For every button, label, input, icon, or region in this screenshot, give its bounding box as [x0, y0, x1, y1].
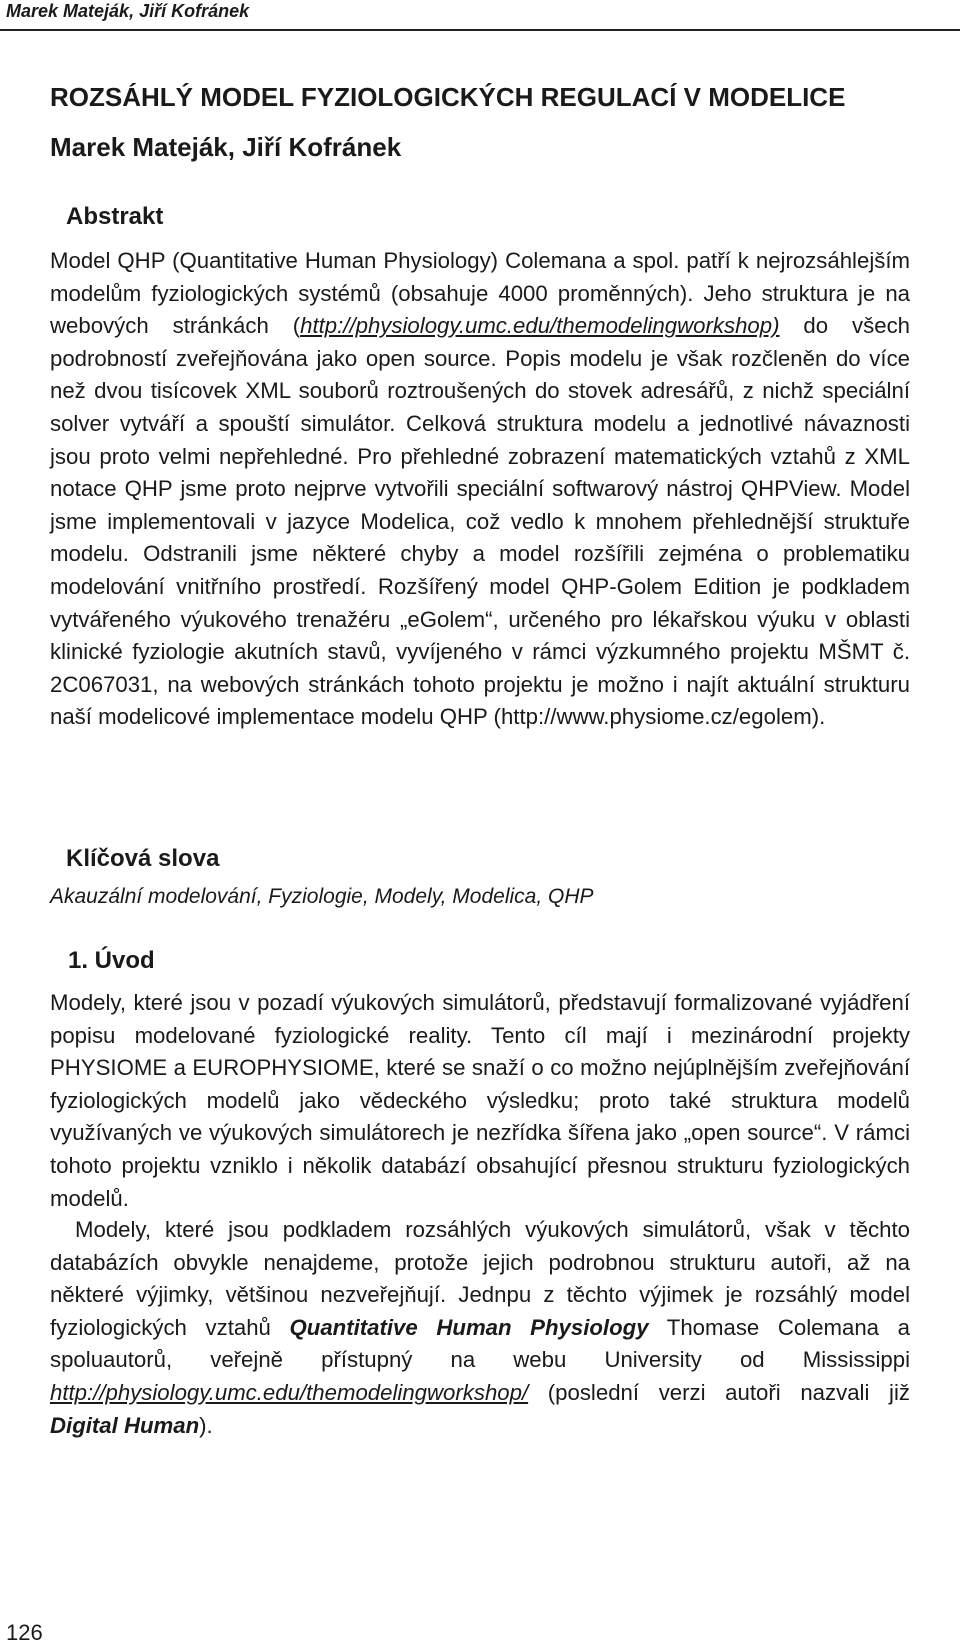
keywords-text: Akauzální modelování, Fyziologie, Modely, Modelica, QHP [50, 885, 594, 908]
keywords-heading: Klíčová slova [66, 845, 220, 872]
intro-p2-part2: Thomase Colemana a spoluautorů, veřejně přístupný na webu University od Mississippi [50, 1314, 910, 1373]
intro-p2-part4: ). [199, 1412, 213, 1438]
introduction-paragraph-1: Modely, které jsou v pozadí výukových simulátorů, představují formalizované vyjádření popisu modelované fyziologické reality. Tento cíl mají i mezinárodní projekty PHYSIOME a EUROPHYSIOME, které se snaží o co možno nejúplnějším zveřejňování fyziologických modelů jako vědeckého výsledku; proto také struktura modelů využívaných ve výukových simulátorech je nezřídka šířena jako „open source“. V rámci tohoto projektu vzniklo i několik databází obsahující přesnou strukturu fyziologických modelů. [50, 990, 910, 1211]
header-rule [0, 29, 960, 31]
intro-p2-part3: (poslední verzi autoři nazvali již [528, 1379, 910, 1405]
abstract-text-part2: do všech podrobností zveřejňována jako open source. Popis modelu je však rozčleněn do více než dvou tisícovek XML souborů roztroušených do stovek adresářů, z nichž speciální solver vytváří a spouští simulátor. Celková struktura modelu a jednotlivé návaznosti jsou proto velmi nepřehledné. Pro přehledné zobrazení matematických vztahů z XML notace QHP jsme proto nejprve vytvořili speciální softwarový nástroj QHPView. Model jsme implementovali v jazyce Modelica, což vedlo k mnohem přehlednější struktuře modelu. Odstranili jsme některé chyby a model rozšířili zejména o problematiku modelování vnitřního prostředí. Rozšířený model QHP-Golem Edition je podkladem vytvářeného výukového trenažéru „eGolem“, určeného pro lékařskou výuku v oblasti klinické fyziologie akutních stavů, vyvíjeného v rámci výzkumného projektu MŠMT č. 2C067031, na webových stránkách tohoto projektu je možno i najít aktuální strukturu naší modelicové implementace modelu QHP (http://www.physiome.cz/egolem). [50, 313, 910, 730]
intro-p2-part1: Modely, které jsou podkladem rozsáhlých výukových simulátorů, však v těchto databázích obvykle nenajdeme, protože jejich podrobnou strukturu autoři, až na některé výjimky, většinou nezveřejňují. Jednpu z těchto výjimek je rozsáhlý model fyziologických vztahů [50, 1217, 910, 1340]
introduction-paragraph-2 [50, 1214, 910, 1442]
abstract-heading: Abstrakt [66, 203, 164, 230]
intro-p2-emphasis-qhp: Quantitative Human Physiology [289, 1314, 649, 1340]
abstract-text-part1: Model QHP (Quantitative Human Physiology) Colemana a spol. patří k nejrozsáhlejším modelům fyziologických systémů (obsahuje 4000 proměnných). Jeho struktura je na webových stránkách ( [50, 248, 910, 339]
running-header: Marek Mateják, Jiří Kofránek [6, 1, 250, 21]
authors: Marek Mateják, Jiří Kofránek [50, 132, 402, 162]
page-number: 126 [6, 1620, 43, 1645]
abstract-text [50, 245, 910, 734]
intro-p2-emphasis-digital-human: Digital Human [50, 1412, 200, 1438]
abstract-link[interactable]: http://physiology.umc.edu/themodelingworkshop) [300, 313, 780, 339]
introduction-heading: 1. Úvod [68, 947, 155, 974]
intro-p2-link[interactable]: http://physiology.umc.edu/themodelingworkshop/ [50, 1379, 529, 1405]
page-title: ROZSÁHLÝ MODEL FYZIOLOGICKÝCH REGULACÍ V MODELICE [50, 82, 846, 112]
